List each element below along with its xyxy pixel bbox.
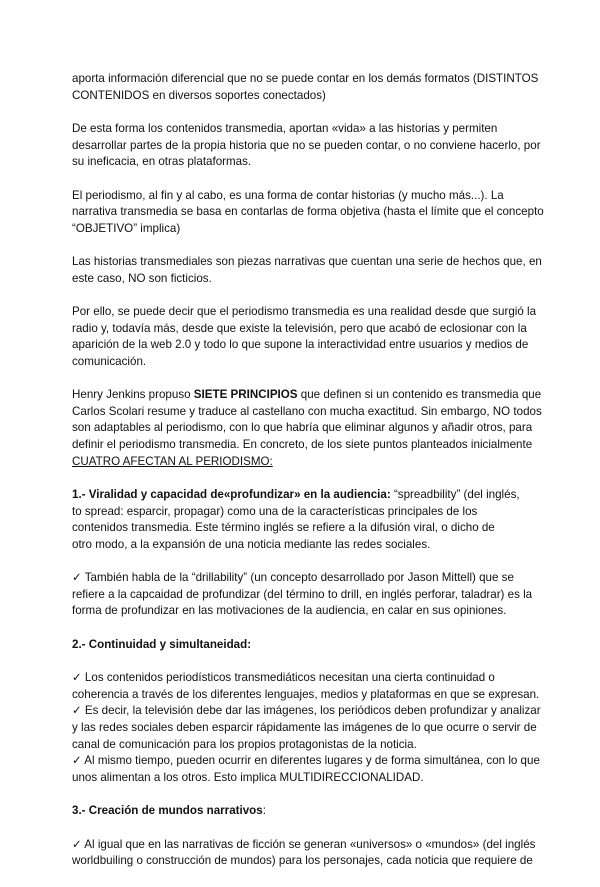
paragraph-drillability: [72, 570, 533, 620]
text-line: Carlos Scolari resume y traduce al castellano con mucha exactitud. Sin embargo, NO todos: [72, 404, 542, 418]
text-line: ✓ También habla de la “drillability” (un concepto desarrollado por Jason Mittell) que se: [72, 571, 514, 585]
section-heading: 2.- Continuidad y simultaneidad:: [72, 637, 252, 651]
text-line: Por ello, se puede decir que el periodismo transmedia es una realidad desde que surgió la: [72, 305, 537, 319]
text-line: refiere a la capcaidad de profundizar (del término to drill, en inglés perforar, taladrar) es la: [72, 587, 533, 601]
text-line: son adaptables al periodismo, con lo que habría que eliminar algunos y añadir otros, para: [72, 421, 533, 435]
text-line: narrativa transmedia se basa en contarlas de forma objetiva (hasta el límite que el concepto: [72, 205, 544, 219]
text-line: CONTENIDOS en diversos soportes conectados): [72, 88, 326, 102]
text-line: worldbuiling o construcción de mundos) para los personajes, cada noticia que requiere de: [72, 854, 533, 868]
text-line: este caso, NO son ficticios.: [72, 271, 212, 285]
text-line: “OBJETIVO” implica): [72, 221, 181, 235]
text-run: :: [262, 804, 266, 818]
text-line: Las historias transmediales son piezas narrativas que cuentan una serie de hechos que, en: [72, 255, 542, 269]
section-narrative-worlds: [72, 803, 524, 820]
text-run: que definen si un contenido es transmedia que: [297, 388, 542, 402]
paragraph-continuity-details: [72, 670, 541, 786]
text-line: aporta información diferencial que no se puede contar en los demás formatos (DISTINTOS: [72, 72, 539, 85]
text-line: unos alimentan a los otros. Esto implica MULTIDIRECCIONALIDAD.: [72, 770, 424, 784]
paragraph-transmedia-stories: [72, 254, 542, 287]
text-line: coherencia a través de los diferentes lenguajes, medios y plataformas en que se expresan.: [72, 687, 540, 701]
text-line: aparición de la web 2.0 y todo lo que supone la interactividad entre usuarios y medios de: [72, 338, 529, 352]
text-line: De esta forma los contenidos transmedia, aportan «vida» a las historias y permiten: [72, 121, 498, 135]
text-line: ✓ Los contenidos periodísticos transmediáticos necesitan una cierta continuidad o: [72, 671, 495, 685]
section-virality: [72, 487, 524, 553]
text-line: comunicación.: [72, 354, 147, 368]
text-line: El periodismo, al fin y al cabo, es una forma de contar historias (y mucho más...). La: [72, 188, 504, 202]
text-line: ✓ Al igual que en las narrativas de ficción se generan «universos» o «mundos» (del inglés: [72, 837, 536, 851]
document-body: [72, 71, 544, 887]
text-run: “spreadbility” (del inglés,: [390, 488, 520, 502]
text-line: ✓ Es decir, la televisión debe dar las imágenes, los periódicos deben profundizar y analizar: [72, 704, 541, 718]
text-line: su ineficacia, en otras plataformas.: [72, 155, 252, 169]
paragraph-journalism-stories: [72, 188, 544, 238]
underlined-text-line: CUATRO AFECTAN AL PERIODISMO:: [72, 454, 273, 468]
text-run: Henry Jenkins propuso: [72, 388, 194, 402]
text-line: otro modo, a la expansión de una noticia mediante las redes sociales.: [72, 537, 431, 551]
text-line: contenidos transmedia. Este término inglés se refiere a la difusión viral, o dicho de: [72, 521, 495, 535]
text-line: forma de profundizar en las motivaciones de la audiencia, en calar en sus opiniones.: [72, 604, 507, 618]
paragraph-narrative-worlds-details: [72, 837, 536, 870]
paragraph-transmedia-life: [72, 121, 541, 171]
bold-text-run: SIETE PRINCIPIOS: [193, 388, 298, 402]
text-line: to spread: esparcir, propagar) como una de la características principales de los: [72, 504, 478, 518]
paragraph-transmedia-journalism: [72, 304, 537, 370]
text-line: radio y, todavía más, desde que existe la televisión, pero que acabó de eclosionar con la: [72, 321, 527, 335]
paragraph-distinct-contents: [72, 71, 539, 104]
text-line: definir el periodismo transmedia. En concreto, de los siete puntos planteados inicialmente: [72, 438, 533, 452]
paragraph-seven-principles: [72, 387, 542, 470]
text-line: ✓ Al mismo tiempo, pueden ocurrir en diferentes lugares y de forma simultánea, con lo que: [72, 754, 540, 768]
text-line: [72, 803, 524, 820]
text-line: desarrollar partes de la propia historia que no se pueden contar, o no conviene hacerlo, por: [72, 138, 541, 152]
text-line: [72, 487, 524, 504]
section-heading: 1.- Viralidad y capacidad de«profundizar» en la audiencia:: [72, 488, 391, 502]
text-line: canal de comunicación para los propios protagonistas de la noticia.: [72, 737, 417, 751]
text-line: y las redes sociales deben esparcir rápidamente las imágenes de lo que ocurre o servir de: [72, 720, 537, 734]
section-heading: 3.- Creación de mundos narrativos: [72, 804, 263, 818]
section-continuity: [72, 637, 524, 654]
text-line: [72, 387, 542, 404]
